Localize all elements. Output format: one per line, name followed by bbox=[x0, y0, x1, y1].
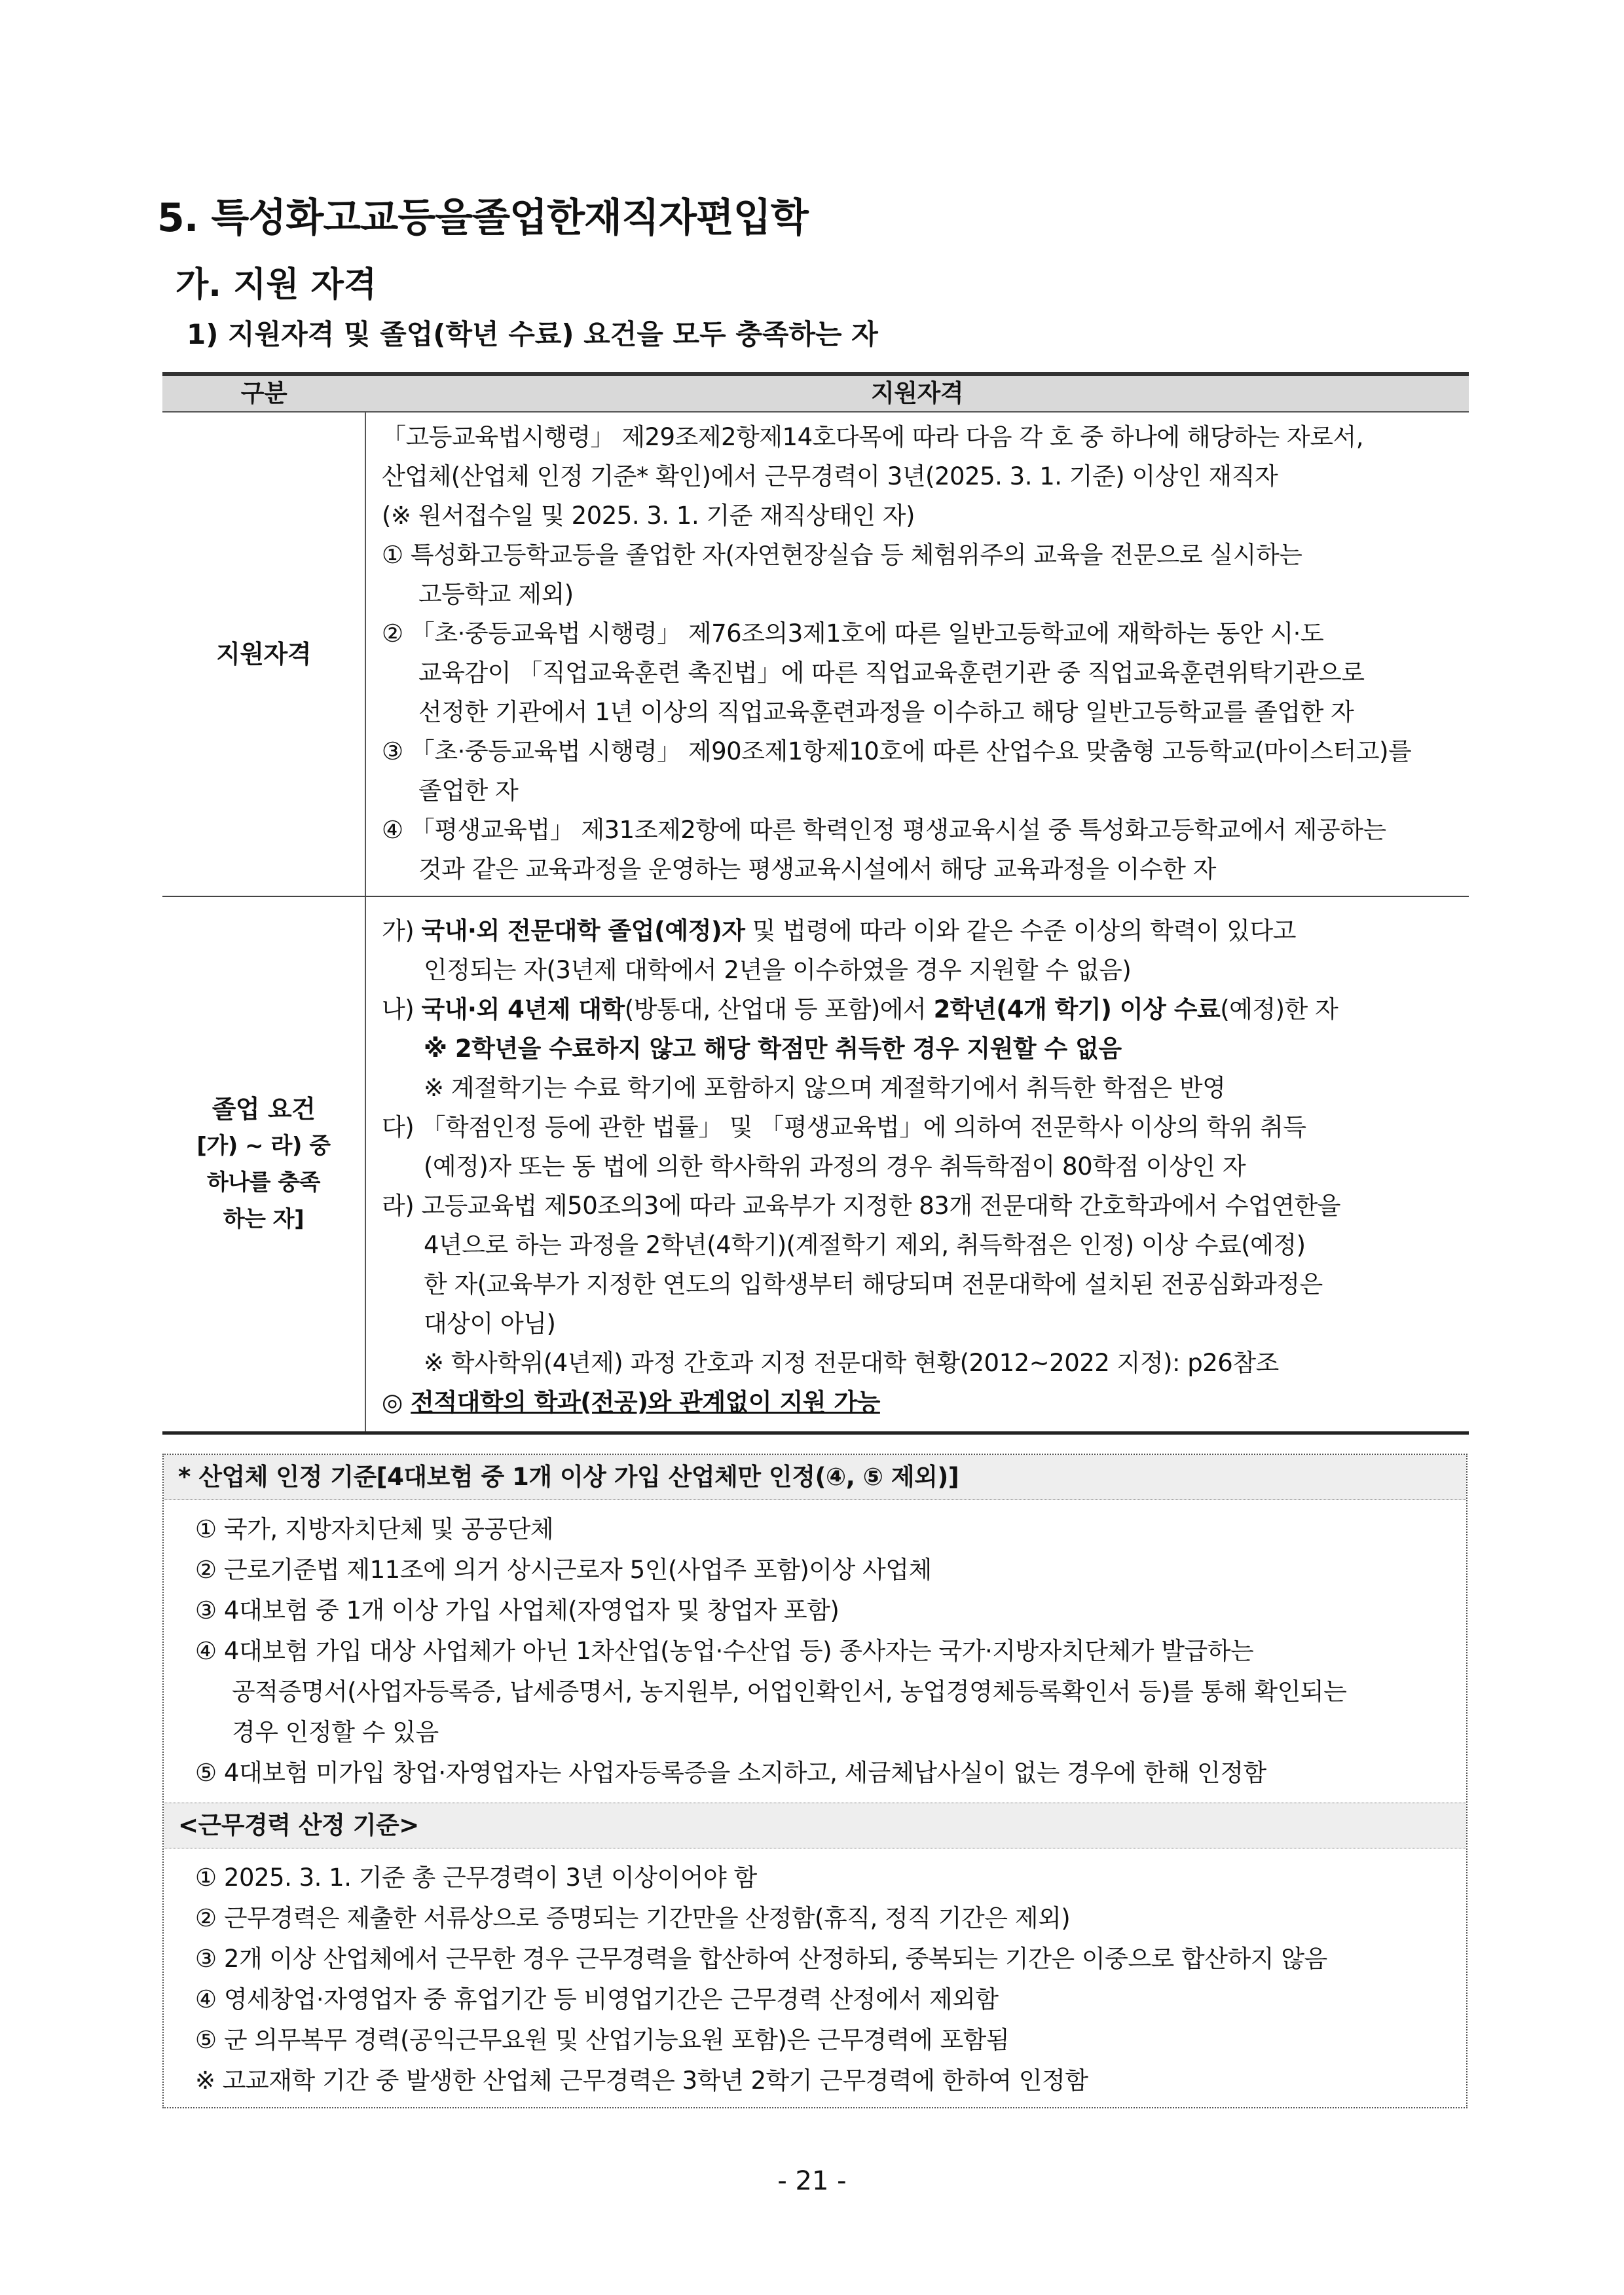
industry-criteria-list bbox=[164, 1500, 1466, 1800]
item-da: 다) 「학점인정 등에 관한 법률」 및 「평생교육법」에 의하여 전문학사 이상의 학위 취득 bbox=[382, 1113, 1306, 1141]
row1-line: 산업체(산업체 인정 기준* 확인)에서 근무경력이 3년(2025. 3. 1. 기준) 이상인 재직자 bbox=[382, 462, 1278, 490]
table-header-row bbox=[162, 374, 1469, 412]
row2-category-sub: [가) ~ 라) 중 bbox=[196, 1133, 331, 1159]
row1-line: ④ 「평생교육법」 제31조제2항에 따른 학력인정 평생교육시설 중 특성화고등학교에서 제공하는 bbox=[382, 816, 1386, 844]
section-subsubtitle: 1) 지원자격 및 졸업(학년 수료) 요건을 모두 충족하는 자 bbox=[187, 318, 878, 350]
row1-line: 교육감이 「직업교육훈련 촉진법」에 따른 직업교육훈련기관 중 직업교육훈련위탁기관으로 bbox=[418, 659, 1365, 687]
item-na-note: ※ 2학년을 수료하지 않고 해당 학점만 취득한 경우 지원할 수 없음 bbox=[424, 1035, 1122, 1063]
row1-line: ③ 「초·중등교육법 시행령」 제90조제1항제10호에 따른 산업수요 맞춤형 고등학교(마이스터고)를 bbox=[382, 737, 1412, 765]
row1-line: (※ 원서접수일 및 2025. 3. 1. 기준 재직상태인 자) bbox=[382, 502, 915, 530]
row1-line: ② 「초·중등교육법 시행령」 제76조의3제1호에 따른 일반고등학교에 재학하는 동안 시·도 bbox=[382, 619, 1324, 648]
row1-line: 선정한 기관에서 1년 이상의 직업교육훈련과정을 이수하고 해당 일반고등학교를 졸업한 자 bbox=[418, 698, 1354, 726]
list-item: ① 2025. 3. 1. 기준 총 근무경력이 3년 이상이어야 함 bbox=[195, 1864, 757, 1892]
item-any-major: ◎ 전적대학의 학과(전공)와 관계없이 지원 가능 bbox=[382, 1388, 880, 1416]
row2-content bbox=[365, 896, 1469, 1433]
list-item: ④ 영세창업·자영업자 중 휴업기간 등 비영업기간은 근무경력 산정에서 제외함 bbox=[195, 1985, 999, 2013]
list-item: ③ 4대보험 중 1개 이상 가입 사업체(자영업자 및 창업자 포함) bbox=[195, 1596, 840, 1625]
list-item: ② 근무경력은 제출한 서류상으로 증명되는 기간만을 산정함(휴직, 정직 기간은 제외) bbox=[195, 1904, 1071, 1932]
item-ga-cont: 인정되는 자(3년제 대학에서 2년을 이수하였을 경우 지원할 수 없음) bbox=[424, 956, 1132, 984]
list-item: 공적증명서(사업자등록증, 납세증명서, 농지원부, 어업인확인서, 농업경영체등록확인서 등)를 통해 확인되는 bbox=[232, 1678, 1347, 1706]
list-item: ① 국가, 지방자치단체 및 공공단체 bbox=[195, 1515, 554, 1543]
career-criteria-list bbox=[164, 1848, 1466, 2108]
row1-line: 졸업한 자 bbox=[418, 777, 519, 805]
table-row-graduation bbox=[162, 896, 1469, 1433]
item-na: 나) 국내·외 4년제 대학(방통대, 산업대 등 포함)에서 2학년(4개 학기) 이상 수료(예정)한 자 bbox=[382, 995, 1338, 1023]
section-title: 5. 특성화고교등을졸업한재직자편입학 bbox=[157, 195, 808, 241]
item-ra-cont: 한 자(교육부가 지정한 연도의 입학생부터 해당되며 전문대학에 설치된 전공심화과정은 bbox=[424, 1270, 1323, 1298]
table-row-qualification bbox=[162, 412, 1469, 896]
page-number: - 21 - bbox=[777, 2166, 847, 2196]
list-item: ③ 2개 이상 산업체에서 근무한 경우 근무경력을 합산하여 산정하되, 중복되는 기간은 이중으로 합산하지 않음 bbox=[195, 1945, 1327, 1973]
row1-line: 고등학교 제외) bbox=[418, 580, 574, 608]
list-item: ⑤ 군 의무복무 경력(공익근무요원 및 산업기능요원 포함)은 근무경력에 포함됨 bbox=[195, 2026, 1010, 2054]
row1-line: ① 특성화고등학교등을 졸업한 자(자연현장실습 등 체험위주의 교육을 전문으로 실시하는 bbox=[382, 541, 1302, 569]
career-criteria-header: <근무경력 산정 기준> bbox=[164, 1803, 1466, 1848]
item-ra: 라) 고등교육법 제50조의3에 따라 교육부가 지정한 83개 전문대학 간호학과에서 수업연한을 bbox=[382, 1192, 1340, 1220]
list-item: ⑤ 4대보험 미가입 창업·자영업자는 사업자등록증을 소지하고, 세금체납사실이 없는 경우에 한해 인정함 bbox=[195, 1759, 1266, 1787]
list-item: ④ 4대보험 가입 대상 사업체가 아닌 1차산업(농업·수산업 등) 종사자는 국가·지방자치단체가 발급하는 bbox=[195, 1637, 1254, 1665]
header-qualification: 지원자격 bbox=[365, 374, 1469, 412]
header-category: 구분 bbox=[162, 374, 365, 412]
row2-category-sub: 하나를 충족 bbox=[206, 1169, 321, 1196]
item-da-cont: (예정)자 또는 동 법에 의한 학사학위 과정의 경우 취득학점이 80학점 이상인 자 bbox=[424, 1152, 1246, 1181]
qualification-table bbox=[162, 372, 1469, 1435]
row2-category-title: 졸업 요건 bbox=[212, 1095, 316, 1124]
row1-category: 지원자격 bbox=[162, 412, 365, 896]
list-item: ② 근로기준법 제11조에 의거 상시근로자 5인(사업주 포함)이상 사업체 bbox=[195, 1556, 932, 1584]
row1-line: 「고등교육법시행령」 제29조제2항제14호다목에 따라 다음 각 호 중 하나에 해당하는 자로서, bbox=[382, 423, 1364, 451]
list-item: ※ 고교재학 기간 중 발생한 산업체 근무경력은 3학년 2학기 근무경력에 한하여 인정함 bbox=[195, 2066, 1088, 2095]
item-ra-cont: 4년으로 하는 과정을 2학년(4학기)(계절학기 제외, 취득학점은 인정) 이상 수료(예정) bbox=[424, 1231, 1306, 1259]
row2-category bbox=[162, 896, 365, 1433]
criteria-box bbox=[162, 1454, 1467, 2108]
item-ra-note: ※ 학사학위(4년제) 과정 간호과 지정 전문대학 현황(2012~2022 지정): p26참조 bbox=[424, 1349, 1279, 1377]
industry-criteria-header: * 산업체 인정 기준[4대보험 중 1개 이상 가입 산업체만 인정(④, ⑤ 제외)] bbox=[164, 1455, 1466, 1500]
item-ra-cont: 대상이 아님) bbox=[424, 1310, 556, 1338]
row1-line: 것과 같은 교육과정을 운영하는 평생교육시설에서 해당 교육과정을 이수한 자 bbox=[418, 855, 1216, 883]
row2-category-sub: 하는 자] bbox=[223, 1206, 304, 1232]
list-item: 경우 인정할 수 있음 bbox=[232, 1718, 439, 1746]
section-subtitle: 가. 지원 자격 bbox=[175, 265, 377, 304]
item-ga: 가) 국내·외 전문대학 졸업(예정)자 및 법령에 따라 이와 같은 수준 이상의 학력이 있다고 bbox=[382, 917, 1296, 945]
row1-content bbox=[365, 412, 1469, 896]
item-na-note: ※ 계절학기는 수료 학기에 포함하지 않으며 계절학기에서 취득한 학점은 반영 bbox=[424, 1074, 1226, 1102]
